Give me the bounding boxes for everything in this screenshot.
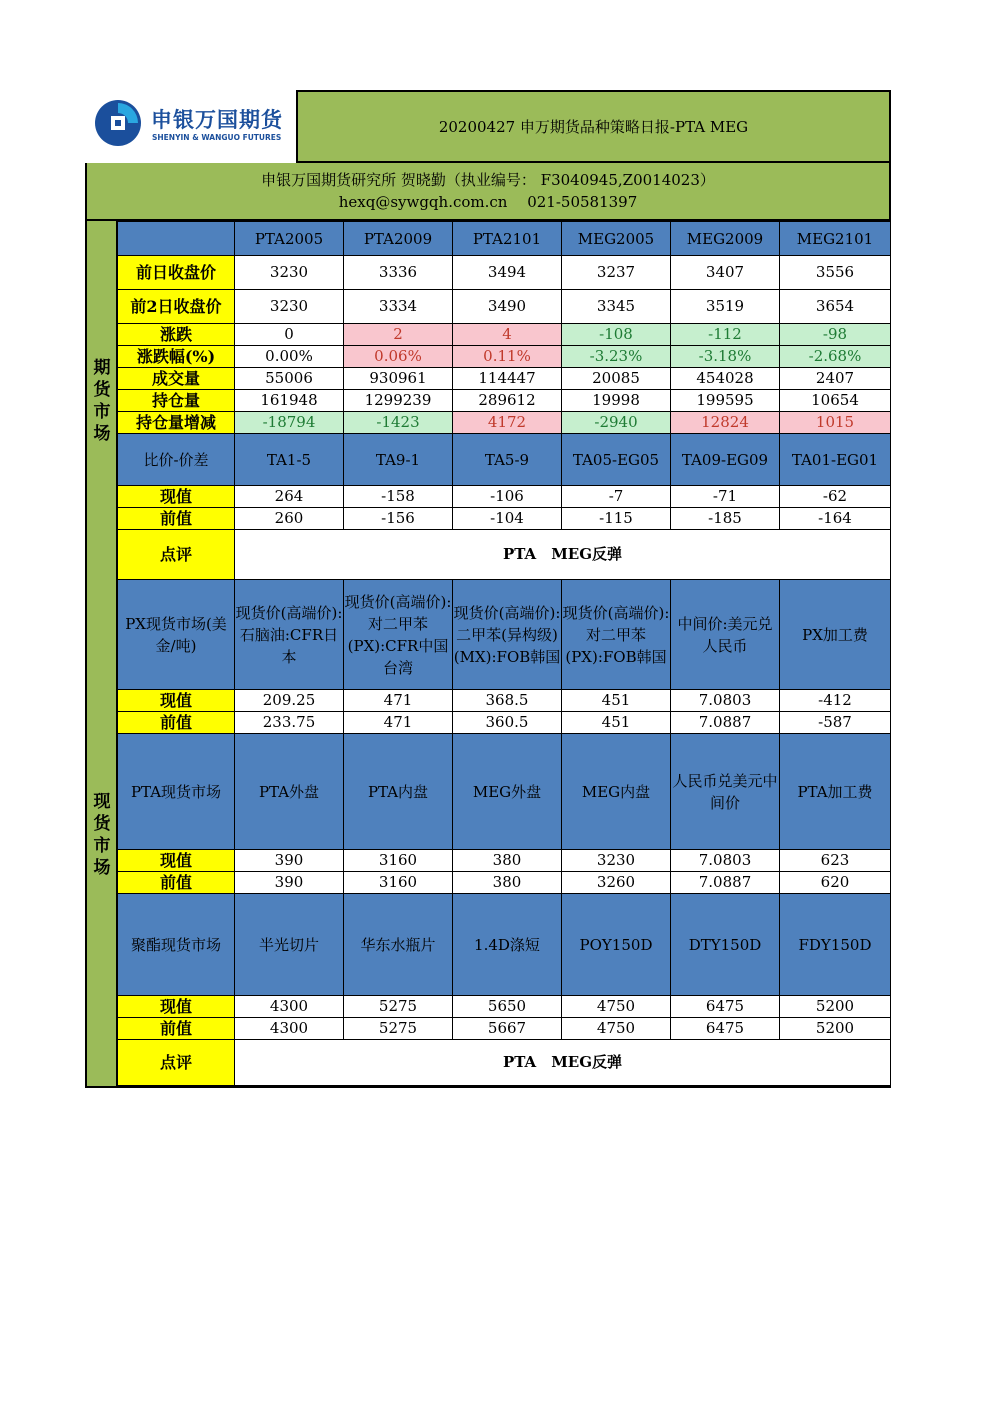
polyester-header: 1.4D涤短 xyxy=(453,894,562,996)
polyester-row xyxy=(118,1018,891,1040)
comment-text: PTA MEG反弹 xyxy=(235,1040,891,1086)
data-cell: 620 xyxy=(780,872,891,894)
px-section-label: PX现货市场(美金/吨) xyxy=(118,580,235,690)
company-logo xyxy=(85,90,296,163)
polyester-header: 华东水瓶片 xyxy=(344,894,453,996)
data-cell: 5200 xyxy=(780,996,891,1018)
row-label: 前2日收盘价 xyxy=(118,290,235,324)
contract-header: PTA2009 xyxy=(344,222,453,256)
data-cell: -158 xyxy=(344,486,453,508)
author-block xyxy=(85,163,891,221)
data-cell: -185 xyxy=(671,508,780,530)
data-cell: 3230 xyxy=(562,850,671,872)
data-cell: 380 xyxy=(453,872,562,894)
row-label: 现值 xyxy=(118,486,235,508)
data-cell: 471 xyxy=(344,712,453,734)
logo-mark-icon xyxy=(94,99,142,147)
data-cell: -106 xyxy=(453,486,562,508)
data-cell: 471 xyxy=(344,690,453,712)
data-cell: 3260 xyxy=(562,872,671,894)
report xyxy=(85,90,891,1088)
data-cell: -164 xyxy=(780,508,891,530)
logo-text: 申银万国期货 xyxy=(151,108,283,132)
data-cell: -7 xyxy=(562,486,671,508)
data-cell: -3.18% xyxy=(671,346,780,368)
futures-row xyxy=(118,390,891,412)
data-cell: 3230 xyxy=(235,256,344,290)
data-cell: 360.5 xyxy=(453,712,562,734)
row-label: 成交量 xyxy=(118,368,235,390)
data-cell: -2940 xyxy=(562,412,671,434)
px-row xyxy=(118,712,891,734)
polyester-header: POY150D xyxy=(562,894,671,996)
row-label: 前值 xyxy=(118,1018,235,1040)
px-header: 现货价(高端价):对二甲苯(PX):FOB韩国 xyxy=(562,580,671,690)
row-label: 涨跌 xyxy=(118,324,235,346)
spread-row xyxy=(118,486,891,508)
data-cell: -62 xyxy=(780,486,891,508)
data-cell: 3519 xyxy=(671,290,780,324)
data-cell: 7.0803 xyxy=(671,690,780,712)
row-label: 前值 xyxy=(118,872,235,894)
data-cell: 10654 xyxy=(780,390,891,412)
data-cell: 623 xyxy=(780,850,891,872)
data-cell: 0.06% xyxy=(344,346,453,368)
data-cell: 1299239 xyxy=(344,390,453,412)
row-label: 现值 xyxy=(118,690,235,712)
row-label: 现值 xyxy=(118,850,235,872)
px-header-row xyxy=(118,580,891,690)
data-cell: 0.00% xyxy=(235,346,344,368)
logo-subtext: SHENYIN & WANGUO FUTURES xyxy=(152,133,282,142)
data-cell: 454028 xyxy=(671,368,780,390)
data-cell: -71 xyxy=(671,486,780,508)
data-cell: 5667 xyxy=(453,1018,562,1040)
data-cell: -98 xyxy=(780,324,891,346)
comment-text: PTA MEG反弹 xyxy=(235,530,891,580)
polyester-section-label: 聚酯现货市场 xyxy=(118,894,235,996)
data-cell: 5275 xyxy=(344,1018,453,1040)
pta-header-row xyxy=(118,734,891,850)
row-label: 持仓量增减 xyxy=(118,412,235,434)
author-line: 申银万国期货研究所 贺晓勤（执业编号： F3040945,Z0014023） xyxy=(261,171,715,189)
data-cell: 3407 xyxy=(671,256,780,290)
row-label: 前值 xyxy=(118,508,235,530)
data-cell: 4300 xyxy=(235,996,344,1018)
data-cell: 114447 xyxy=(453,368,562,390)
data-cell: 4172 xyxy=(453,412,562,434)
comment-label: 点评 xyxy=(118,530,235,580)
comment-label: 点评 xyxy=(118,1040,235,1086)
data-cell: 451 xyxy=(562,712,671,734)
pta-header: 人民币兑美元中间价 xyxy=(671,734,780,850)
data-cell: 3336 xyxy=(344,256,453,290)
pta-header: PTA外盘 xyxy=(235,734,344,850)
data-cell: 2 xyxy=(344,324,453,346)
data-cell: 4750 xyxy=(562,1018,671,1040)
futures-row xyxy=(118,412,891,434)
side-label-spot: 现 货 市 场 xyxy=(93,792,111,878)
row-label: 前值 xyxy=(118,712,235,734)
polyester-header: FDY150D xyxy=(780,894,891,996)
data-cell: 390 xyxy=(235,872,344,894)
data-cell: 12824 xyxy=(671,412,780,434)
report-body xyxy=(85,221,891,1088)
spread-header: TA09-EG09 xyxy=(671,434,780,486)
data-cell: 930961 xyxy=(344,368,453,390)
spread-row xyxy=(118,508,891,530)
data-cell: -18794 xyxy=(235,412,344,434)
pta-header: MEG外盘 xyxy=(453,734,562,850)
data-cell: 390 xyxy=(235,850,344,872)
data-cell: 380 xyxy=(453,850,562,872)
data-cell: 1015 xyxy=(780,412,891,434)
row-label: 现值 xyxy=(118,996,235,1018)
spread-header: TA1-5 xyxy=(235,434,344,486)
px-header: 现货价(高端价):对二甲苯(PX):CFR中国台湾 xyxy=(344,580,453,690)
contract-header: MEG2101 xyxy=(780,222,891,256)
data-cell: -112 xyxy=(671,324,780,346)
futures-header-row xyxy=(118,222,891,256)
data-cell: 3490 xyxy=(453,290,562,324)
pta-section-label: PTA现货市场 xyxy=(118,734,235,850)
data-cell: 5275 xyxy=(344,996,453,1018)
contract-header: PTA2005 xyxy=(235,222,344,256)
report-header xyxy=(85,90,891,163)
comment-row xyxy=(118,1040,891,1086)
data-cell: 55006 xyxy=(235,368,344,390)
side-label-futures: 期 货 市 场 xyxy=(93,358,111,444)
px-row xyxy=(118,690,891,712)
data-cell: 19998 xyxy=(562,390,671,412)
data-cell: 7.0887 xyxy=(671,712,780,734)
data-cell: -156 xyxy=(344,508,453,530)
data-cell: -108 xyxy=(562,324,671,346)
data-cell: 3334 xyxy=(344,290,453,324)
futures-row xyxy=(118,290,891,324)
data-cell: 3556 xyxy=(780,256,891,290)
data-cell: 5200 xyxy=(780,1018,891,1040)
pta-header: PTA内盘 xyxy=(344,734,453,850)
pta-header: PTA加工费 xyxy=(780,734,891,850)
spread-header: TA01-EG01 xyxy=(780,434,891,486)
polyester-header: DTY150D xyxy=(671,894,780,996)
report-title: 20200427 申万期货品种策略日报-PTA MEG xyxy=(296,90,891,163)
contract-header: PTA2101 xyxy=(453,222,562,256)
data-cell: 0.11% xyxy=(453,346,562,368)
blank-header-cell xyxy=(118,222,235,256)
data-cell: 264 xyxy=(235,486,344,508)
data-cell: 3345 xyxy=(562,290,671,324)
futures-row xyxy=(118,324,891,346)
data-cell: 6475 xyxy=(671,996,780,1018)
contract-header: MEG2009 xyxy=(671,222,780,256)
data-cell: 3237 xyxy=(562,256,671,290)
data-cell: -115 xyxy=(562,508,671,530)
data-cell: 20085 xyxy=(562,368,671,390)
px-header: 现货价(高端价):二甲苯(异构级)(MX):FOB韩国 xyxy=(453,580,562,690)
data-cell: -412 xyxy=(780,690,891,712)
data-cell: 3160 xyxy=(344,850,453,872)
data-cell: -2.68% xyxy=(780,346,891,368)
data-cell: 199595 xyxy=(671,390,780,412)
data-cell: -3.23% xyxy=(562,346,671,368)
px-header: 现货价(高端价):石脑油:CFR日本 xyxy=(235,580,344,690)
row-label: 前日收盘价 xyxy=(118,256,235,290)
data-cell: 3654 xyxy=(780,290,891,324)
spread-header: TA05-EG05 xyxy=(562,434,671,486)
px-header: 中间价:美元兑人民币 xyxy=(671,580,780,690)
data-cell: 3494 xyxy=(453,256,562,290)
pta-row xyxy=(118,850,891,872)
spread-header: TA9-1 xyxy=(344,434,453,486)
px-header: PX加工费 xyxy=(780,580,891,690)
data-cell: 3230 xyxy=(235,290,344,324)
polyester-row xyxy=(118,996,891,1018)
data-cell: -104 xyxy=(453,508,562,530)
data-cell: 3160 xyxy=(344,872,453,894)
data-cell: 161948 xyxy=(235,390,344,412)
data-cell: 289612 xyxy=(453,390,562,412)
data-cell: 5650 xyxy=(453,996,562,1018)
data-cell: 0 xyxy=(235,324,344,346)
contact-line: hexq@sywgqh.com.cn 021-50581397 xyxy=(338,193,638,211)
row-label: 持仓量 xyxy=(118,390,235,412)
polyester-header: 半光切片 xyxy=(235,894,344,996)
polyester-header-row xyxy=(118,894,891,996)
data-cell: 451 xyxy=(562,690,671,712)
comment-row xyxy=(118,530,891,580)
side-label-column xyxy=(85,221,117,1086)
futures-row xyxy=(118,346,891,368)
spread-label: 比价-价差 xyxy=(118,434,235,486)
report-table xyxy=(117,221,891,1086)
data-cell: 7.0887 xyxy=(671,872,780,894)
pta-header: MEG内盘 xyxy=(562,734,671,850)
data-cell: -1423 xyxy=(344,412,453,434)
spread-header-row xyxy=(118,434,891,486)
data-cell: -587 xyxy=(780,712,891,734)
data-cell: 4 xyxy=(453,324,562,346)
row-label: 涨跌幅(%) xyxy=(118,346,235,368)
spread-header: TA5-9 xyxy=(453,434,562,486)
data-cell: 209.25 xyxy=(235,690,344,712)
futures-row xyxy=(118,256,891,290)
data-cell: 4300 xyxy=(235,1018,344,1040)
data-cell: 2407 xyxy=(780,368,891,390)
data-cell: 260 xyxy=(235,508,344,530)
data-cell: 4750 xyxy=(562,996,671,1018)
data-cell: 368.5 xyxy=(453,690,562,712)
data-cell: 6475 xyxy=(671,1018,780,1040)
data-cell: 233.75 xyxy=(235,712,344,734)
data-cell: 7.0803 xyxy=(671,850,780,872)
futures-row xyxy=(118,368,891,390)
contract-header: MEG2005 xyxy=(562,222,671,256)
pta-row xyxy=(118,872,891,894)
